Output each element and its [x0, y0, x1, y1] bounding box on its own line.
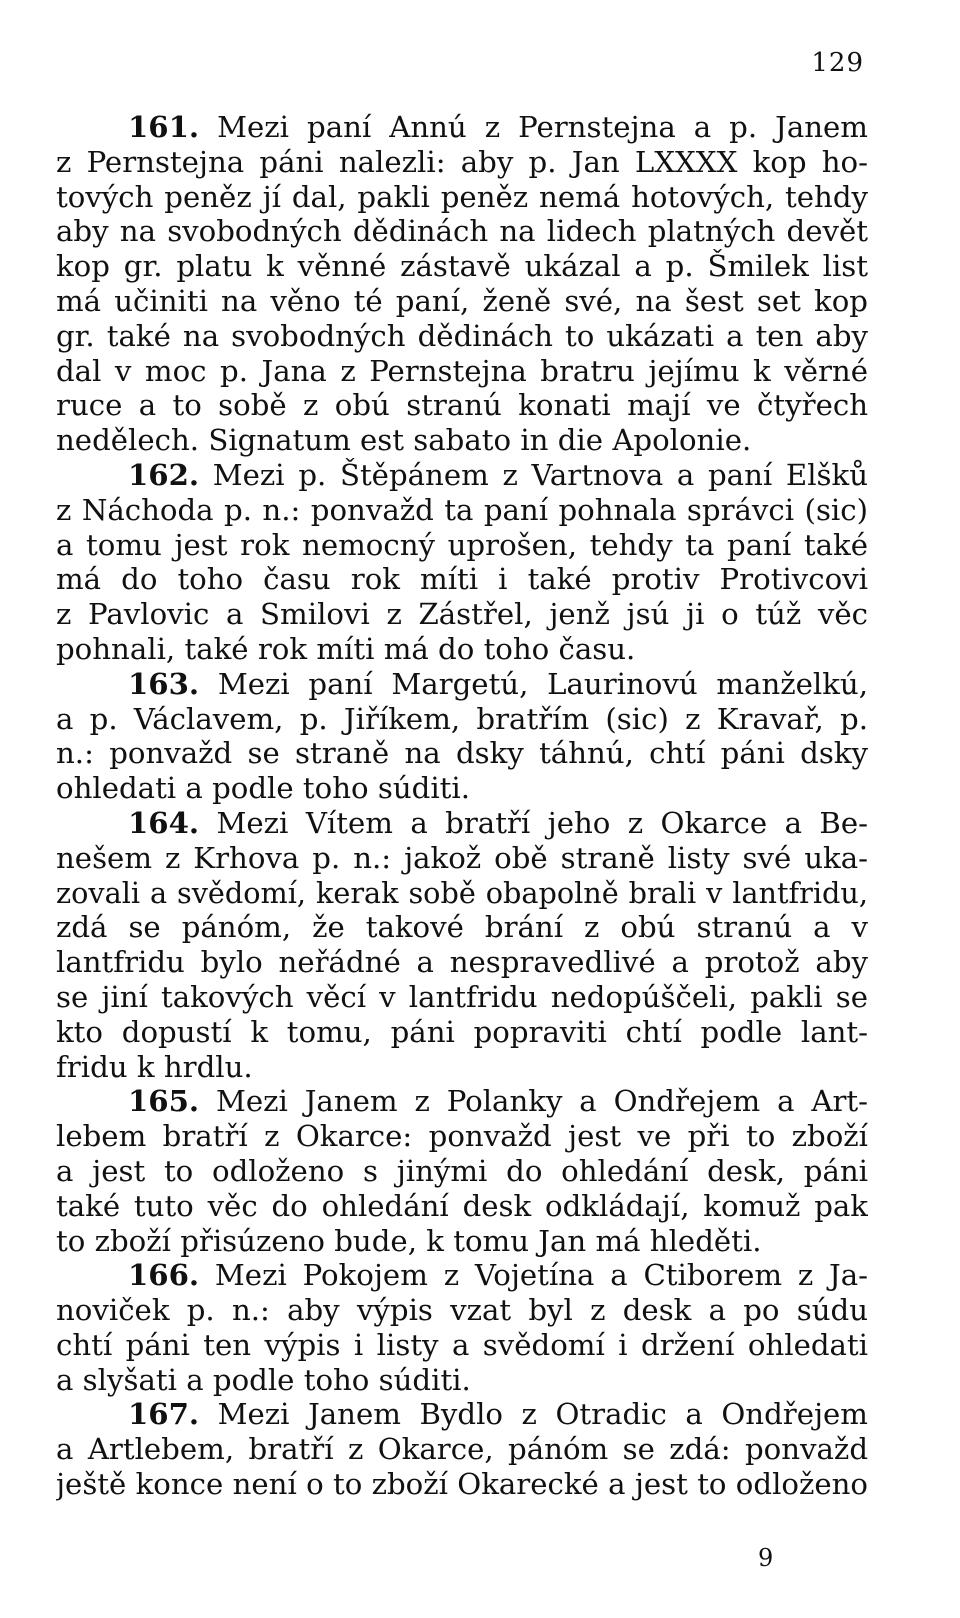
text-line: a Artlebem, bratří z Okarce, pánóm se zdá: ponvažd: [56, 1432, 868, 1467]
paragraph-number: 164.: [128, 805, 200, 840]
paragraph-164: [56, 806, 868, 1084]
text-line: má učiniti na věno té paní, ženě své, na šest set kop: [56, 283, 868, 318]
paragraph-166: [56, 1258, 868, 1397]
text-line: ohledati a podle toho súditi.: [56, 771, 470, 806]
paragraph-167: [56, 1397, 868, 1501]
text-line: nešem z Krhova p. n.: jakož obě straně listy své uka-: [56, 840, 868, 875]
page-number: 129: [811, 48, 864, 78]
line-text: Mezi p. Štěpánem z Vartnova a paní Elšků: [199, 457, 868, 492]
line-text: Mezi Janem z Polanky a Ondřejem a Art-: [199, 1084, 868, 1119]
text-line: [56, 458, 868, 493]
text-line: ještě konce není o to zboží Okarecké a jest to odloženo: [56, 1467, 868, 1502]
line-text: Mezi Janem Bydlo z Otradic a Ondřejem: [199, 1397, 868, 1432]
text-line: pohnali, také rok míti má do toho času.: [56, 631, 636, 666]
text-line: z Náchoda p. n.: ponvažd ta paní pohnala správci (sic): [56, 492, 868, 527]
text-line: lantfridu bylo neřádné a nespravedlivé a protož aby: [56, 945, 868, 980]
text-line: kto dopustí k tomu, páni popraviti chtí podle lant-: [56, 1014, 868, 1049]
text-line: chtí páni ten výpis i listy a svědomí i držení ohledati: [56, 1327, 868, 1362]
paragraph-number: 165.: [128, 1084, 200, 1119]
text-line: zovali a svědomí, kerak sobě obapolně brali v lantfridu,: [56, 875, 868, 910]
text-line: také tuto věc do ohledání desk odkládají, komuž pak: [56, 1188, 868, 1223]
text-line: [56, 667, 868, 702]
paragraph-number: 166.: [128, 1258, 200, 1293]
paragraph-number: 161.: [128, 110, 200, 144]
line-text: Mezi paní Margetú, Laurinovú manželkú,: [199, 666, 868, 701]
paragraph-number: 163.: [128, 666, 200, 701]
text-line: to zboží přisúzeno bude, k tomu Jan má hleděti.: [56, 1223, 762, 1258]
text-line: dal v moc p. Jana z Pernstejna bratru jejímu k věrné: [56, 353, 868, 388]
text-line: gr. také na svobodných dědinách to ukázati a ten aby: [56, 318, 868, 353]
text-line: zdá se pánóm, že takové brání z obú stranú a v: [56, 910, 868, 945]
text-line: [56, 1084, 868, 1119]
text-line: a slyšati a podle toho súditi.: [56, 1362, 471, 1397]
line-text: Mezi Vítem a bratří jeho z Okarce a Be-: [199, 805, 868, 840]
text-block: [56, 110, 868, 1502]
paragraph-number: 167.: [128, 1397, 200, 1432]
paragraph-162: [56, 458, 868, 667]
paragraph-163: [56, 667, 868, 806]
text-line: a jest to odloženo s jinými do ohledání desk, páni: [56, 1153, 868, 1188]
text-line: má do toho času rok míti i také protiv Protivcovi: [56, 562, 868, 597]
text-line: [56, 806, 868, 841]
paragraph-165: [56, 1084, 868, 1258]
text-line: n.: ponvažd se straně na dsky táhnú, chtí páni dsky: [56, 736, 868, 771]
text-line: [56, 1258, 868, 1293]
text-line: [56, 1397, 868, 1432]
text-line: aby na svobodných dědinách na lidech platných devět: [56, 214, 868, 249]
text-line: z Pernstejna páni nalezli: aby p. Jan LXXXX kop ho-: [56, 144, 868, 179]
text-line: noviček p. n.: aby výpis vzat byl z desk a po súdu: [56, 1293, 868, 1328]
paragraph-161: [56, 110, 868, 458]
text-line: fridu k hrdlu.: [56, 1049, 253, 1084]
text-line: lebem bratří z Okarce: ponvažd jest ve při to zboží: [56, 1119, 868, 1154]
text-line: nedělech. Signatum est sabato in die Apolonie.: [56, 423, 752, 458]
text-line: se jiní takových věcí v lantfridu nedopúščeli, pakli se: [56, 979, 868, 1014]
text-line: [56, 110, 868, 145]
text-line: z Pavlovic a Smilovi z Zástřel, jenž jsú ji o túž věc: [56, 597, 868, 632]
text-line: a p. Václavem, p. Jiříkem, bratřím (sic) z Kravař, p.: [56, 701, 868, 736]
signature-mark: 9: [758, 1544, 774, 1572]
line-text: Mezi paní Annú z Pernstejna a p. Janem: [199, 110, 868, 144]
line-text: Mezi Pokojem z Vojetína a Ctiborem z Ja-: [199, 1258, 868, 1293]
text-line: kop gr. platu k věnné zástavě ukázal a p. Šmilek list: [56, 249, 868, 284]
paragraph-number: 162.: [128, 457, 200, 492]
text-line: a tomu jest rok nemocný uprošen, tehdy ta paní také: [56, 527, 868, 562]
text-line: tových peněz jí dal, pakli peněz nemá hotových, tehdy: [56, 179, 868, 214]
text-line: ruce a to sobě z obú stranú konati mají ve čtyřech: [56, 388, 868, 423]
